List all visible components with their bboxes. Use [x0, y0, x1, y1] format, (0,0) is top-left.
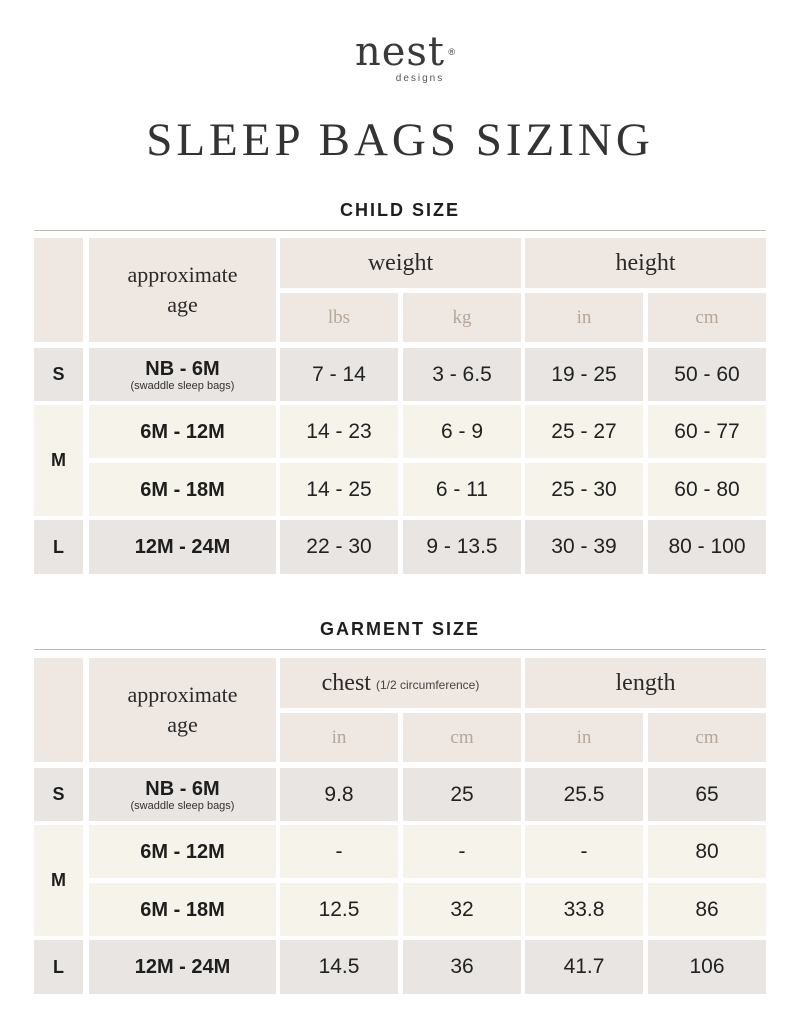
table-cell: [403, 883, 521, 936]
size-s: [34, 768, 83, 821]
cell-value: 106: [689, 955, 725, 978]
size-letter: M: [51, 870, 66, 890]
table-cell: [648, 405, 766, 458]
unit-header-in: [280, 713, 398, 762]
cell-value: 60 - 77: [674, 419, 740, 443]
age-label: 12M - 24M: [134, 956, 231, 978]
cell-value: -: [335, 839, 343, 863]
table-cell: [403, 463, 521, 516]
table-cell: [525, 940, 643, 994]
table-cell: [525, 883, 643, 936]
cell-value: 50 - 60: [674, 362, 740, 386]
page-title: SLEEP BAGS SIZING: [146, 114, 654, 166]
table-cell: [280, 348, 398, 401]
cell-value: 25: [450, 782, 474, 806]
unit-label: cm: [695, 726, 719, 748]
table-cell: [648, 768, 766, 821]
table-row-age: [89, 883, 276, 936]
unit-header-cm: [648, 293, 766, 342]
table-cell: [648, 463, 766, 516]
table-cell: [280, 405, 398, 458]
table-cell: [280, 883, 398, 936]
table-cell: [403, 520, 521, 574]
child-size-divider: [34, 230, 766, 231]
cell-value: -: [458, 839, 466, 863]
weight-header: [280, 238, 521, 288]
age-header: [89, 658, 276, 762]
table-cell: [280, 940, 398, 994]
brand-logo: [0, 30, 800, 84]
garment-size-heading: GARMENT SIZE: [319, 619, 480, 639]
table-cell: [648, 348, 766, 401]
unit-label: kg: [452, 306, 472, 328]
table-row-age: [89, 768, 276, 821]
size-header-blank: [34, 658, 83, 762]
unit-header-kg: [403, 293, 521, 342]
unit-header-in: [525, 293, 643, 342]
cell-value: 33.8: [563, 897, 605, 921]
unit-header-lbs: [280, 293, 398, 342]
table-cell: [403, 405, 521, 458]
child-size-heading: CHILD SIZE: [339, 200, 460, 220]
unit-label: lbs: [327, 306, 351, 328]
table-cell: [525, 768, 643, 821]
unit-label: cm: [695, 306, 719, 328]
table-row-age: [89, 825, 276, 878]
size-letter: S: [52, 364, 65, 384]
length-header-label: length: [615, 669, 676, 696]
cell-value: 7 - 14: [312, 362, 366, 386]
table-cell: [525, 463, 643, 516]
cell-value: 41.7: [563, 955, 605, 978]
cell-value: 80: [695, 839, 719, 863]
cell-value: 25 - 27: [551, 419, 617, 443]
table-cell: [525, 348, 643, 401]
length-header: [525, 658, 766, 708]
size-letter: S: [52, 784, 65, 804]
cell-value: 86: [695, 897, 719, 921]
cell-value: 19 - 25: [551, 362, 617, 386]
registered-mark: ®: [448, 47, 457, 57]
table-cell: [525, 520, 643, 574]
unit-header-cm: [648, 713, 766, 762]
age-label: 6M - 12M: [140, 420, 225, 443]
size-l: [34, 940, 83, 994]
chest-header-label: chest: [321, 669, 371, 696]
height-header-label: height: [615, 249, 676, 276]
table-cell: [403, 940, 521, 994]
table-cell: [403, 825, 521, 878]
table-row-age: [89, 348, 276, 401]
table-cell: [280, 463, 398, 516]
cell-value: 9 - 13.5: [426, 535, 498, 558]
cell-value: 30 - 39: [551, 535, 617, 558]
size-m: [34, 825, 83, 936]
size-letter: M: [51, 450, 66, 470]
cell-value: 22 - 30: [306, 535, 372, 558]
brand-wordmark: nest: [354, 29, 446, 75]
table-cell: [648, 825, 766, 878]
table-cell: [525, 405, 643, 458]
size-s: [34, 348, 83, 401]
table-row-age: [89, 940, 276, 994]
cell-value: 36: [450, 955, 474, 978]
age-label: 6M - 18M: [140, 478, 225, 501]
size-header-blank: [34, 238, 83, 342]
table-cell: [648, 520, 766, 574]
age-header-label: approximate age: [127, 682, 238, 737]
table-row-age: [89, 520, 276, 574]
age-label: NB - 6M: [145, 357, 220, 380]
unit-label: in: [576, 306, 592, 328]
unit-label: cm: [450, 726, 474, 748]
garment-size-divider: [34, 649, 766, 650]
table-cell: [280, 520, 398, 574]
age-label: NB - 6M: [145, 777, 220, 800]
cell-value: 3 - 6.5: [432, 362, 492, 386]
cell-value: 14 - 23: [306, 419, 372, 443]
cell-value: -: [580, 839, 588, 863]
age-header-label: approximate age: [127, 262, 238, 317]
size-m: [34, 405, 83, 516]
age-note: (swaddle sleep bags): [130, 379, 235, 392]
cell-value: 25 - 30: [551, 477, 617, 501]
table-cell: [525, 825, 643, 878]
age-label: 6M - 18M: [140, 898, 225, 921]
cell-value: 25.5: [563, 782, 605, 806]
brand-subtitle: designs: [395, 73, 445, 84]
cell-value: 60 - 80: [674, 477, 740, 501]
cell-value: 14.5: [318, 955, 360, 978]
age-note: (swaddle sleep bags): [130, 799, 235, 812]
cell-value: 32: [450, 897, 474, 921]
table-row-age: [89, 463, 276, 516]
unit-header-in: [525, 713, 643, 762]
chest-header: [280, 658, 521, 708]
size-letter: L: [53, 956, 64, 977]
unit-label: in: [576, 726, 592, 748]
cell-value: 9.8: [324, 782, 354, 806]
table-cell: [403, 768, 521, 821]
unit-header-cm: [403, 713, 521, 762]
weight-header-label: weight: [367, 249, 434, 276]
table-cell: [280, 768, 398, 821]
table-cell: [403, 348, 521, 401]
age-label: 6M - 12M: [140, 840, 225, 863]
table-row-age: [89, 405, 276, 458]
size-l: [34, 520, 83, 574]
brand-name: [354, 29, 457, 75]
table-cell: [648, 940, 766, 994]
cell-value: 65: [695, 782, 719, 806]
table-cell: [648, 883, 766, 936]
table-cell: [280, 825, 398, 878]
chest-header-note: (1/2 circumference): [375, 678, 480, 692]
cell-value: 14 - 25: [306, 477, 372, 501]
cell-value: 6 - 11: [435, 477, 489, 501]
age-header: [89, 238, 276, 342]
cell-value: 12.5: [318, 897, 360, 921]
size-letter: L: [53, 536, 64, 557]
cell-value: 6 - 9: [440, 419, 484, 443]
unit-label: in: [331, 726, 347, 748]
height-header: [525, 238, 766, 288]
age-label: 12M - 24M: [134, 536, 231, 558]
cell-value: 80 - 100: [668, 535, 746, 558]
